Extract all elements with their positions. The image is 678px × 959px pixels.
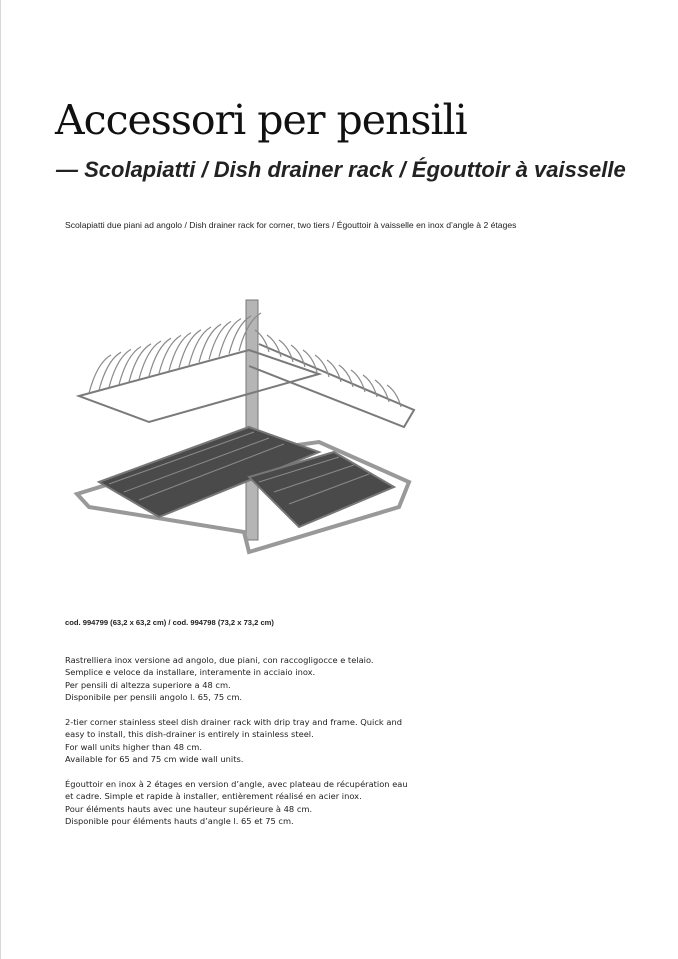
text-line: Semplice e veloce da installare, interamente in acciaio inox. bbox=[65, 667, 316, 678]
text-line: Rastrelliera inox versione ad angolo, due piani, con raccogligocce e telaio. bbox=[65, 655, 374, 665]
text-line: Available for 65 and 75 cm wide wall units. bbox=[65, 754, 244, 765]
product-description bbox=[65, 654, 465, 840]
text-line: et cadre. Simple et rapide à installer, entièrement réalisé en acier inox. bbox=[65, 791, 362, 802]
dish-drainer-rack-image bbox=[69, 292, 421, 567]
rack-wire bbox=[279, 340, 293, 362]
text-line: Disponibile per pensili angolo l. 65, 75 cm. bbox=[65, 692, 243, 703]
page-title: Accessori per pensili bbox=[55, 96, 467, 144]
text-line: Égouttoir en inox à 2 étages en version d’angle, avec plateau de récupération eau bbox=[65, 779, 408, 790]
description-french bbox=[65, 778, 465, 828]
text-line: Pour éléments hauts avec une hauteur supérieure à 48 cm. bbox=[65, 803, 313, 814]
page-subtitle: — Scolapiatti / Dish drainer rack / Égouttoir à vaisselle bbox=[56, 157, 626, 182]
text-line: easy to install, this dish-drainer is entirely in stainless steel. bbox=[65, 729, 314, 740]
product-caption: Scolapiatti due piani ad angolo / Dish drainer rack for corner, two tiers / Égouttoir à vaisselle en inox d’angle à 2 étages bbox=[65, 220, 517, 230]
description-english bbox=[65, 716, 465, 766]
text-line: Per pensili di altezza superiore a 48 cm. bbox=[65, 679, 231, 690]
description-italian bbox=[65, 654, 465, 704]
text-line: 2-tier corner stainless steel dish drainer rack with drip tray and frame. Quick and bbox=[65, 717, 402, 728]
product-codes: cod. 994799 (63,2 x 63,2 cm) / cod. 994798 (73,2 x 73,2 cm) bbox=[65, 618, 274, 627]
rack-wire bbox=[267, 335, 281, 357]
text-line: Disponible pour éléments hauts d’angle l. 65 et 75 cm. bbox=[65, 816, 294, 827]
text-line: For wall units higher than 48 cm. bbox=[65, 741, 202, 752]
